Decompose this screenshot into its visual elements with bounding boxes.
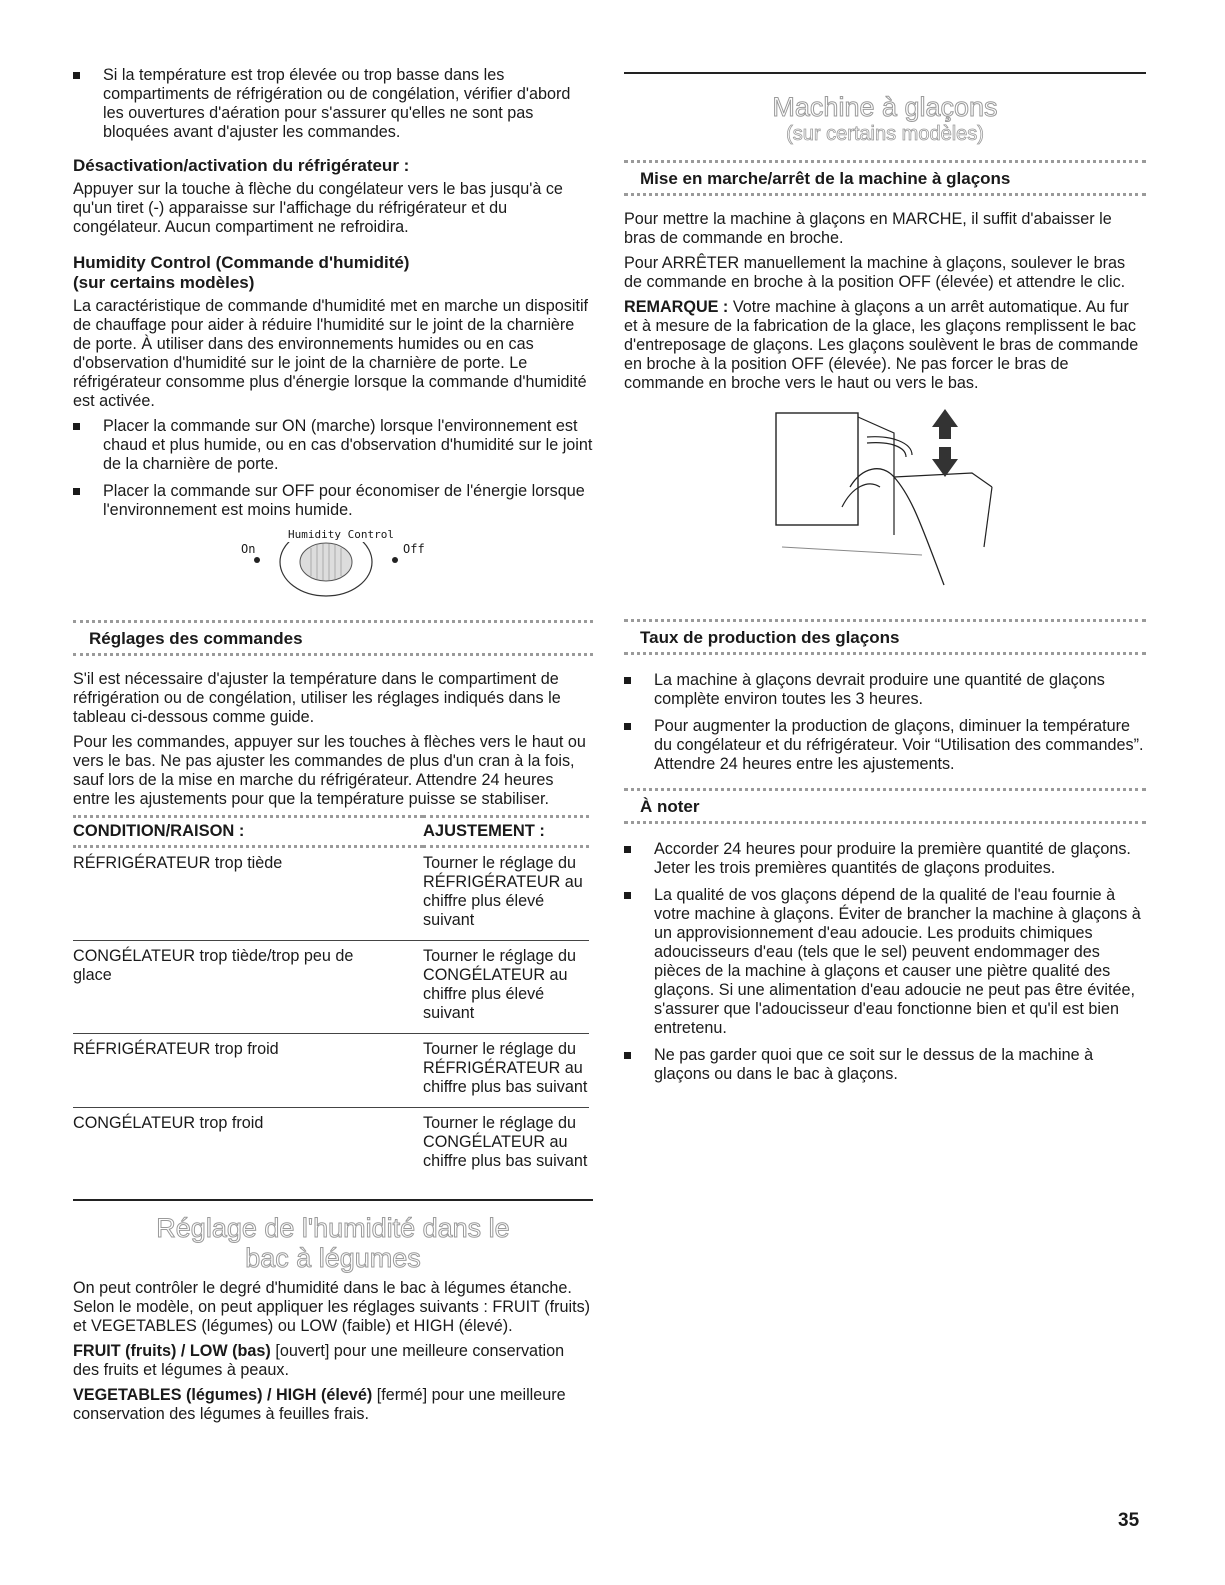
table-cell-adjustment: Tourner le réglage du CONGÉLATEUR au chiffre plus bas suivant — [423, 1114, 588, 1170]
bullet-square — [624, 1052, 631, 1059]
deactivation-heading: Désactivation/activation du réfrigérateur : — [73, 156, 410, 175]
left-column — [73, 66, 593, 1430]
bullet-square — [73, 423, 80, 430]
ice-p2: Pour ARRÊTER manuellement la machine à glaçons, soulever le bras de commande en broche à la position OFF (élevée) et attendre le clic. — [624, 254, 1126, 291]
table-row — [73, 1108, 589, 1182]
rate-bullet: Pour augmenter la production de glaçons, diminuer la température du congélateur et du réfrigérateur. Voir “Utilisation des commandes”. Attendre 24 heures entre les ajustements. — [624, 717, 1146, 774]
notes-bullet: Accorder 24 heures pour produire la première quantité de glaçons. Jeter les trois premières quantités de glaçons produites. — [624, 840, 1146, 878]
table-header-adjustment: AJUSTEMENT : — [423, 817, 589, 847]
rate-heading: Taux de production des glaçons — [640, 628, 900, 647]
humidity-heading: Humidity Control (Commande d'humidité) (sur certains modèles) — [73, 253, 410, 292]
crisper-section — [73, 1199, 593, 1424]
dotted-divider — [624, 619, 1146, 626]
ice-p1: Pour mettre la machine à glaçons en MARCHE, il suffit d'abaisser le bras de commande en broche. — [624, 210, 1112, 247]
notes-heading: À noter — [640, 797, 700, 816]
deactivation-text: Appuyer sur la touche à flèche du congélateur vers le bas jusqu'à ce qu'un tiret (-) apparaisse sur l'affichage du réfrigérateur et du congélateur. Aucun compartiment ne refroidira. — [73, 180, 563, 236]
right-column — [624, 66, 1146, 1092]
table-cell-adjustment: Tourner le réglage du CONGÉLATEUR au chiffre plus élevé suivant — [423, 941, 589, 1034]
ice-maker-subtitle: (sur certains modèles) — [786, 123, 984, 145]
settings-section — [73, 620, 593, 1181]
rate-bullet: La machine à glaçons devrait produire une quantité de glaçons complète environ toutes les 3 heures. — [624, 671, 1146, 709]
ice-note: REMARQUE : Votre machine à glaçons a un arrêt automatique. Au fur et à mesure de la fabrication de la glace, les glaçons remplissent le bac d'entreposage de glaçons. Les glaçons soulèvent le bras de commande en broche à la position OFF (élevée). Ne pas forcer le bras de commande en broche vers le haut ou vers le bas. — [624, 298, 1139, 392]
settings-p2: Pour les commandes, appuyer sur les touches à flèches vers le haut ou vers le bas. Ne pas ajuster les commandes de plus d'un cran à la fois, sauf lors de la mise en marche du réfrigérateur. Attendre 24 heures entre les ajustements pour que la température puisse se stabiliser. — [73, 733, 586, 808]
intro-bullet: Si la température est trop élevée ou trop basse dans les compartiments de réfrigération ou de congélation, vérifier d'abord les ouvertures d'aération pour s'assurer qu'elles ne sont pas bloquées avant d'ajuster les commandes. — [73, 66, 593, 142]
page-number: 35 — [1118, 1510, 1140, 1531]
humidity-text: La caractéristique de commande d'humidité met en marche un dispositif de chauffage pour aider à réduire l'humidité sur le joint de la charnière de porte. À utiliser dans des environnements humides ou en cas d'observation d'humidité sur le joint de la charnière de porte. Le réfrigérateur consomme plus d'énergie lorsque la commande d'humidité est activée. — [73, 297, 589, 410]
dotted-divider — [73, 620, 593, 627]
humidity-control-diagram — [233, 528, 493, 608]
table-cell-condition: CONGÉLATEUR trop froid — [73, 1114, 264, 1132]
section-rule — [73, 1199, 593, 1201]
table-row — [73, 941, 589, 1034]
table-row — [73, 1034, 589, 1108]
bullet-square — [73, 488, 80, 495]
settings-p1: S'il est nécessaire d'ajuster la température dans le compartiment de réfrigération ou de congélation, utiliser les réglages indiqués dans le tableau ci-dessous comme guide. — [73, 670, 561, 726]
bullet-square — [624, 846, 631, 853]
bullet-square — [73, 72, 80, 79]
humidity-control-label: Humidity Control — [288, 528, 394, 541]
crisper-title: Réglage de l'humidité dans le bac à légumes — [156, 1213, 510, 1273]
crisper-p1: On peut contrôler le degré d'humidité dans le bac à légumes étanche. Selon le modèle, on peut appliquer les réglages suivants : FRUIT (fruits) et VEGETABLES (légumes) ou LOW (faible) et HIGH (élevé). — [73, 1279, 591, 1335]
bullet-square — [624, 723, 631, 730]
table-header-condition: CONDITION/RAISON : — [73, 817, 423, 847]
table-header-row — [73, 817, 589, 847]
table-cell-condition: CONGÉLATEUR trop tiède/trop peu de glace — [73, 941, 423, 1034]
table-cell-condition: RÉFRIGÉRATEUR trop froid — [73, 1034, 423, 1108]
humidity-bullet-on: Placer la commande sur ON (marche) lorsque l'environnement est chaud et plus humide, ou en cas d'observation d'humidité sur le joint de la charnière de porte. — [73, 417, 593, 474]
table-cell-adjustment: Tourner le réglage du RÉFRIGÉRATEUR au chiffre plus élevé suivant — [423, 847, 589, 941]
bullet-square — [624, 677, 631, 684]
section-rule — [624, 72, 1146, 74]
ice-maker-illustration — [772, 407, 1012, 607]
dotted-divider — [73, 653, 593, 660]
notes-bullet: Ne pas garder quoi que ce soit sur le dessus de la machine à glaçons ou dans le bac à glaçons. — [624, 1046, 1146, 1084]
dotted-divider — [624, 193, 1146, 200]
notes-section — [624, 788, 1146, 1084]
crisper-p2: FRUIT (fruits) / LOW (bas) [ouvert] pour une meilleure conservation des fruits et légumes à peaux. — [73, 1342, 565, 1379]
humidity-bullet-off: Placer la commande sur OFF pour économiser de l'énergie lorsque l'environnement est moins humide. — [73, 482, 593, 520]
rate-section — [624, 619, 1146, 774]
settings-table — [73, 815, 589, 1181]
ice-onoff-heading: Mise en marche/arrêt de la machine à glaçons — [640, 169, 1011, 188]
table-cell-condition: RÉFRIGÉRATEUR trop tiède — [73, 847, 423, 941]
dotted-divider — [624, 821, 1146, 828]
table-cell-adjustment: Tourner le réglage du RÉFRIGÉRATEUR au chiffre plus bas suivant — [423, 1034, 589, 1108]
dotted-divider — [624, 788, 1146, 795]
crisper-p3: VEGETABLES (légumes) / HIGH (élevé) [fermé] pour une meilleure conservation des légumes à feuilles frais. — [73, 1386, 566, 1423]
dotted-divider — [624, 652, 1146, 659]
table-row — [73, 847, 589, 941]
notes-bullet: La qualité de vos glaçons dépend de la qualité de l'eau fournie à votre machine à glaçons. Éviter de brancher la machine à glaçons à un approvisionnement d'eau adoucie. Les produits chimiques adoucisseurs d'eau (tels que le sel) peuvent endommager des pièces de la machine à glaçons et causer une piètre qualité des glaçons. Si une alimentation d'eau adoucie ne peut pas être évitée, s'assurer que l'adoucisseur d'eau fonctionne bien et qu'il est bien entretenu. — [624, 886, 1146, 1038]
off-label: Off — [403, 542, 425, 556]
bullet-square — [624, 892, 631, 899]
settings-heading: Réglages des commandes — [89, 629, 303, 648]
humidity-dial-icon — [233, 542, 433, 612]
dotted-divider — [624, 160, 1146, 167]
on-label: On — [241, 542, 256, 556]
ice-maker-title: Machine à glaçons — [772, 92, 998, 122]
